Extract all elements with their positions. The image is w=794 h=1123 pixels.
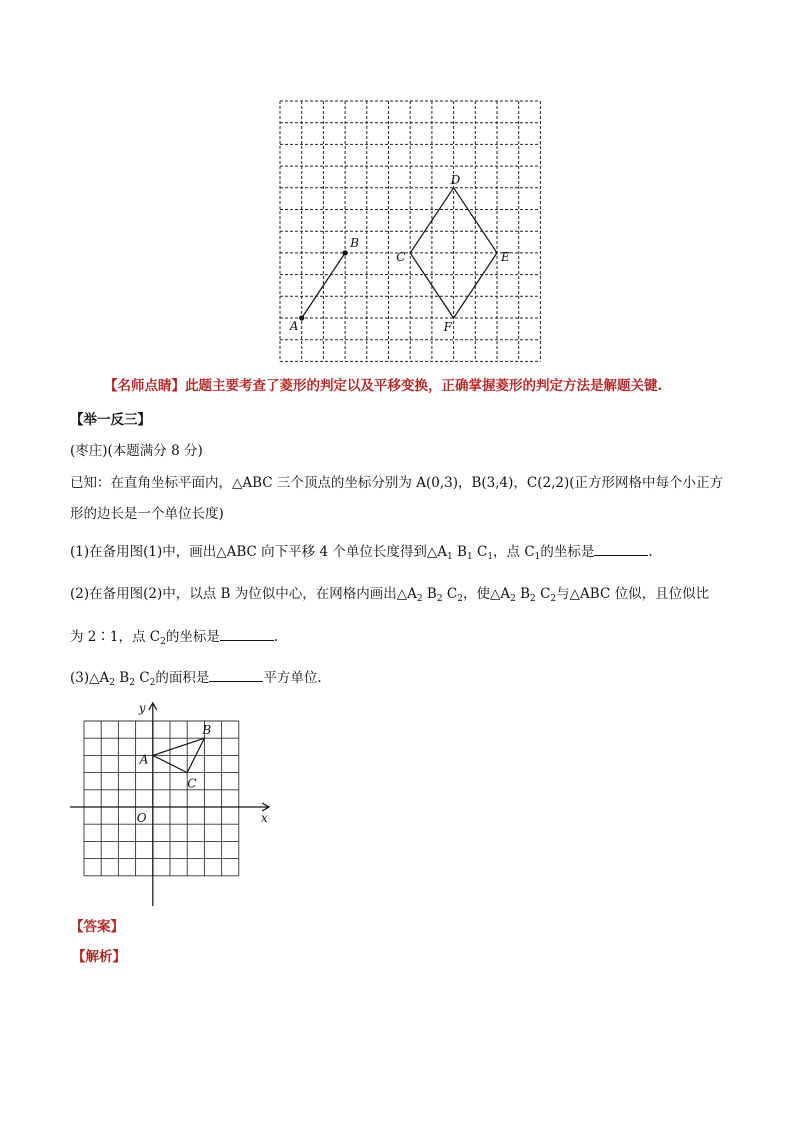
y-axis-label: y <box>138 701 146 715</box>
x-axis-label: x <box>261 811 268 825</box>
answer-blank-1[interactable] <box>594 542 648 556</box>
dashed-grid <box>280 101 540 361</box>
analysis-heading: 【解析】 <box>72 949 126 965</box>
question-3: $(3)\triangle A_2$ $B_2$ $C_2$的面积是 平方单位. <box>70 670 322 688</box>
figure-rhombus-grid <box>279 100 541 364</box>
given-line-2: 形的边长是一个单位长度) <box>70 506 224 522</box>
label-c: C <box>187 776 197 791</box>
question-2-line-2: 为 2∶1，点 $C_2$的坐标是 . <box>70 629 279 647</box>
label-f: F <box>443 320 452 334</box>
question-2-line-1: (2)在备用图(2)中，以点 B 为位似中心，在网格内画出$\triangle A_2$ $B_2$ $C_2$，使$\triangle A_2$ $B_2$ $C_2$与△ABC 位似，且位似比 <box>70 586 710 604</box>
label-a: A <box>139 752 149 767</box>
tip-prefix: 【名师点睛】 <box>104 378 185 394</box>
solid-grid <box>84 721 239 876</box>
point-b-dot <box>343 250 348 255</box>
label-a: A <box>289 319 299 333</box>
label-c: C <box>396 249 406 264</box>
question-1: (1)在备用图(1)中，画出△ABC 向下平移 4 个单位长度得到$\triangle A_1$ $B_1$ $C_1$，点 $C_1$的坐标是 . <box>70 544 653 562</box>
section-title: 【举一反三】 <box>70 412 151 428</box>
point-labels <box>139 723 212 790</box>
label-b: B <box>350 235 359 250</box>
label-d: D <box>450 172 461 187</box>
figure-coordinate-grid <box>68 700 278 910</box>
tip-text: 此题主要考查了菱形的判定以及平移变换，正确掌握菱形的判定方法是解题关键. <box>185 378 663 394</box>
answer-blank-2[interactable] <box>220 627 274 641</box>
point-a-dot <box>299 315 304 320</box>
given-line-1: 已知：在直角坐标平面内，△ABC 三个顶点的坐标分别为 A(0,3)，B(3,4)，C(2,2)(正方形网格中每个小正方 <box>70 475 723 491</box>
teacher-tip <box>104 377 662 395</box>
label-b: B <box>202 723 212 738</box>
label-e: E <box>501 249 510 264</box>
answer-blank-3[interactable] <box>209 668 263 682</box>
problem-source: (枣庄)(本题满分 8 分) <box>70 443 203 459</box>
answer-heading: 【答案】 <box>70 919 124 935</box>
origin-label: O <box>136 811 147 825</box>
